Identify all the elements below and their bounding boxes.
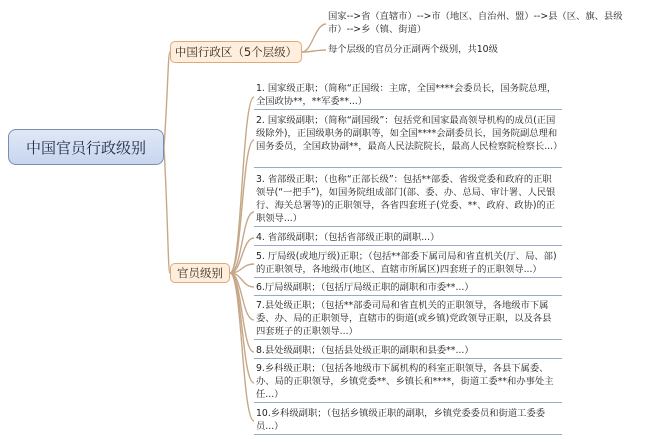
branch-label: 中国行政区（5个层级）: [174, 45, 298, 59]
leaf-text: 1. 国家级正职；（简称“正国级：主席，全国****会委员长，国务院总理，全国政协**，**军委**...）: [256, 83, 557, 107]
rank-item-5: [254, 250, 562, 278]
edge-admin-leaf-1: [302, 24, 326, 52]
branch-official-ranks[interactable]: [170, 263, 230, 283]
rank-item-3: [254, 173, 562, 227]
admin-leaf-hierarchy: [326, 10, 642, 36]
rank-item-8: [254, 344, 562, 359]
rank-item-10: [254, 407, 562, 435]
leaf-text: 10.乡科级副职；（包括乡镇级正职的副职，乡镇党委委员和街道工委委员...）: [256, 408, 546, 432]
leaf-text: 5. 厅局级(或地厅级)正职；（包括**部委下属司局和省直机关(厅、局、部)的正职领导，各地级市(地区、直辖市所属区)四套班子的正职领导...）: [256, 251, 557, 275]
rank-item-6: [254, 281, 562, 296]
rank-item-4: [254, 231, 562, 246]
rank-item-7: [254, 299, 562, 340]
leaf-text: 每个层级的官员分正副两个级别，共10级: [328, 44, 498, 55]
root-node[interactable]: [8, 129, 164, 165]
leaf-text: 6.厅局级副职；（包括厅局级正职的副职和市委**...）: [256, 282, 474, 293]
leaf-text: 8.县处级副职；（包括县处级正职的副职和县委**...）: [256, 345, 474, 356]
leaf-text: 7.县处级正职；（包括**部委司局和省直机关的正职领导，各地级市下属委、办、局的正职领导，直辖市的街道(或乡镇)党政领导正职，以及各县四套班子的正职领导...）: [256, 300, 552, 337]
edge-root-admin: [164, 52, 170, 147]
branch-admin-regions[interactable]: [170, 41, 302, 63]
edge-off-1: [230, 97, 254, 273]
leaf-text: 9.乡科级正职；（包括各地级市下属机构的科室正职领导，各县下属委、办、局的正职领导，乡镇党委**、乡镇长和****，街道工委**和办事处主任...）: [256, 363, 554, 400]
leaf-text: 2. 国家级副职；（简称“副国级”：包括党和国家最高领导机构的成员(正国级除外)，正国级职务的副职等，如全国****会副委员长，国务院副总理和国务委员，全国政协副**，最高人民法院院长，最高人民检察院检察长...）: [256, 115, 563, 152]
leaf-text: 4. 省部级副职；（包括省部级正职的副职...）: [256, 232, 440, 243]
admin-leaf-levels: [326, 43, 642, 56]
root-label: 中国官员行政级别: [25, 138, 146, 157]
edge-root-officials: [164, 147, 170, 273]
rank-item-1: [254, 82, 562, 110]
leaf-text: 3. 省部级正职；（也称“正部长级”：包括**部委、省级党委和政府的正职领导(“一把手”)，如国务院组成部门(部、委、办、总局、审计署、人民银行、海关总署等)的正职领导，各省四套班子(党委、**、政府、政协)的正职领导...）: [256, 174, 556, 224]
rank-item-2: [254, 114, 562, 168]
edge-off-2: [230, 140, 254, 273]
leaf-text: 国家-->省（直辖市）-->市（地区、自治州、盟）-->县（区、旗、县级市）-->乡（镇、街道）: [328, 11, 623, 35]
edge-off-9: [230, 273, 254, 383]
branch-label: 官员级别: [177, 266, 223, 280]
rank-item-9: [254, 362, 562, 403]
